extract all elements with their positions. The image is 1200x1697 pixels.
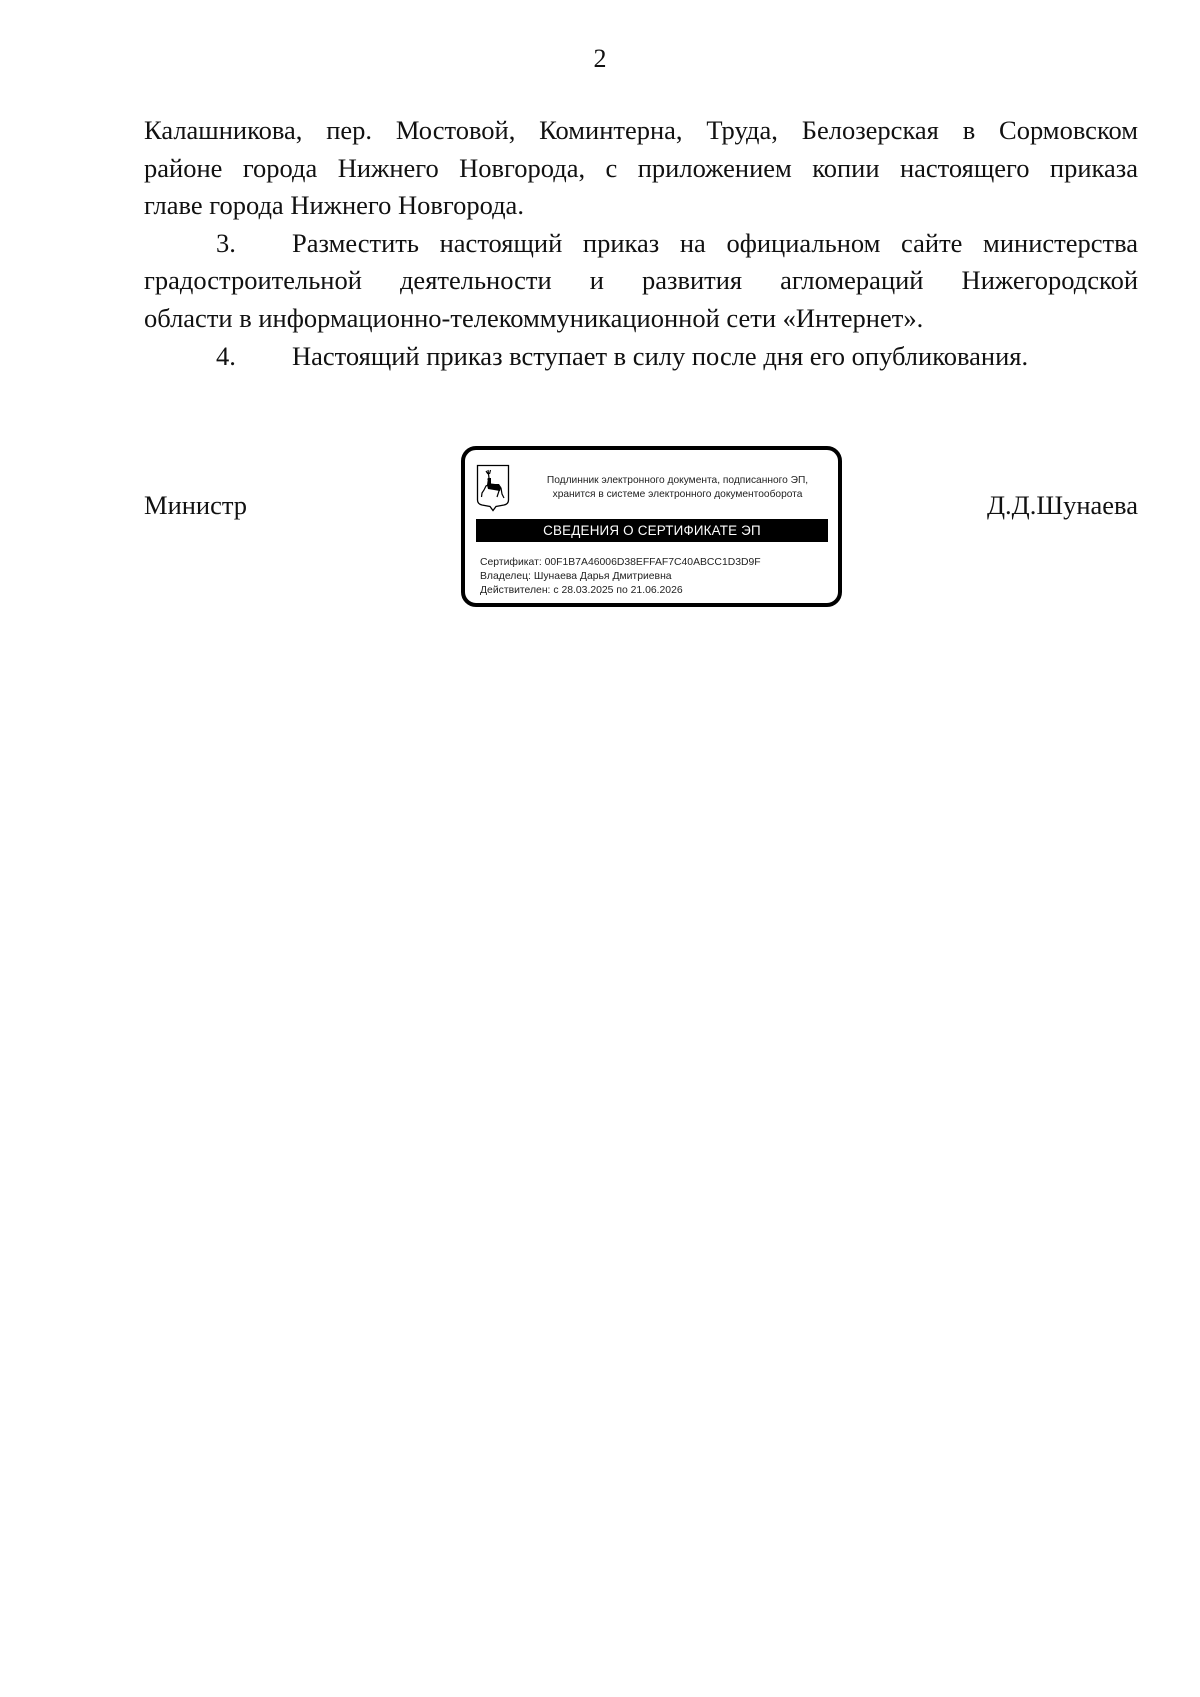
list-item-4 (144, 338, 1138, 376)
owner-name: Шунаева Дарья Дмитриевна (533, 571, 672, 582)
list-item-text: Настоящий приказ вступает в силу после дня его опубликования. (292, 340, 1029, 371)
list-item-3 (144, 225, 1138, 263)
certificate-title-bar: СВЕДЕНИЯ О СЕРТИФИКАТЕ ЭП (476, 519, 828, 542)
paragraph-line: области в информационно-телекоммуникационной сети «Интернет». (144, 302, 924, 333)
list-item-number: 3. (216, 227, 236, 258)
certificate-details (480, 556, 761, 598)
owner-line: Владелец: Шунаева Дарья Дмитриевна (480, 571, 672, 582)
paragraph-line: районе города Нижнего Новгорода, с приложением копии настоящего приказа (144, 152, 1138, 183)
validity-line: Действителен: с 28.03.2025 по 21.06.2026 (480, 585, 683, 596)
signatory-name: Д.Д.Шунаева (986, 490, 1138, 520)
valid-from-date: 28.03.2025 (561, 585, 614, 596)
list-item-text: Разместить настоящий приказ на официальном сайте министерства (292, 227, 1138, 258)
electronic-signature-stamp (461, 446, 842, 607)
coat-of-arms-deer-icon (476, 464, 510, 512)
document-body (144, 112, 1138, 375)
stamp-header (525, 474, 830, 502)
valid-to-date: 21.06.2026 (630, 585, 683, 596)
page-number: 2 (593, 44, 607, 73)
signatory-position: Министр (144, 490, 248, 520)
stamp-header-line: Подлинник электронного документа, подписанного ЭП, (546, 475, 809, 486)
paragraph-line: градостроительной деятельности и развития агломераций Нижегородской (144, 265, 1138, 296)
certificate-line: Сертификат: 00F1B7A46006D38EFFAF7C40ABCC1D3D9F (480, 557, 761, 568)
paragraph-line: Калашникова, пер. Мостовой, Коминтерна, Труда, Белозерская в Сормовском (144, 115, 1138, 145)
certificate-number: 00F1B7A46006D38EFFAF7C40ABCC1D3D9F (544, 557, 761, 568)
paragraph-line: главе города Нижнего Новгорода. (144, 190, 524, 221)
list-item-number: 4. (216, 340, 236, 371)
stamp-header-line: хранится в системе электронного документооборота (552, 489, 803, 500)
